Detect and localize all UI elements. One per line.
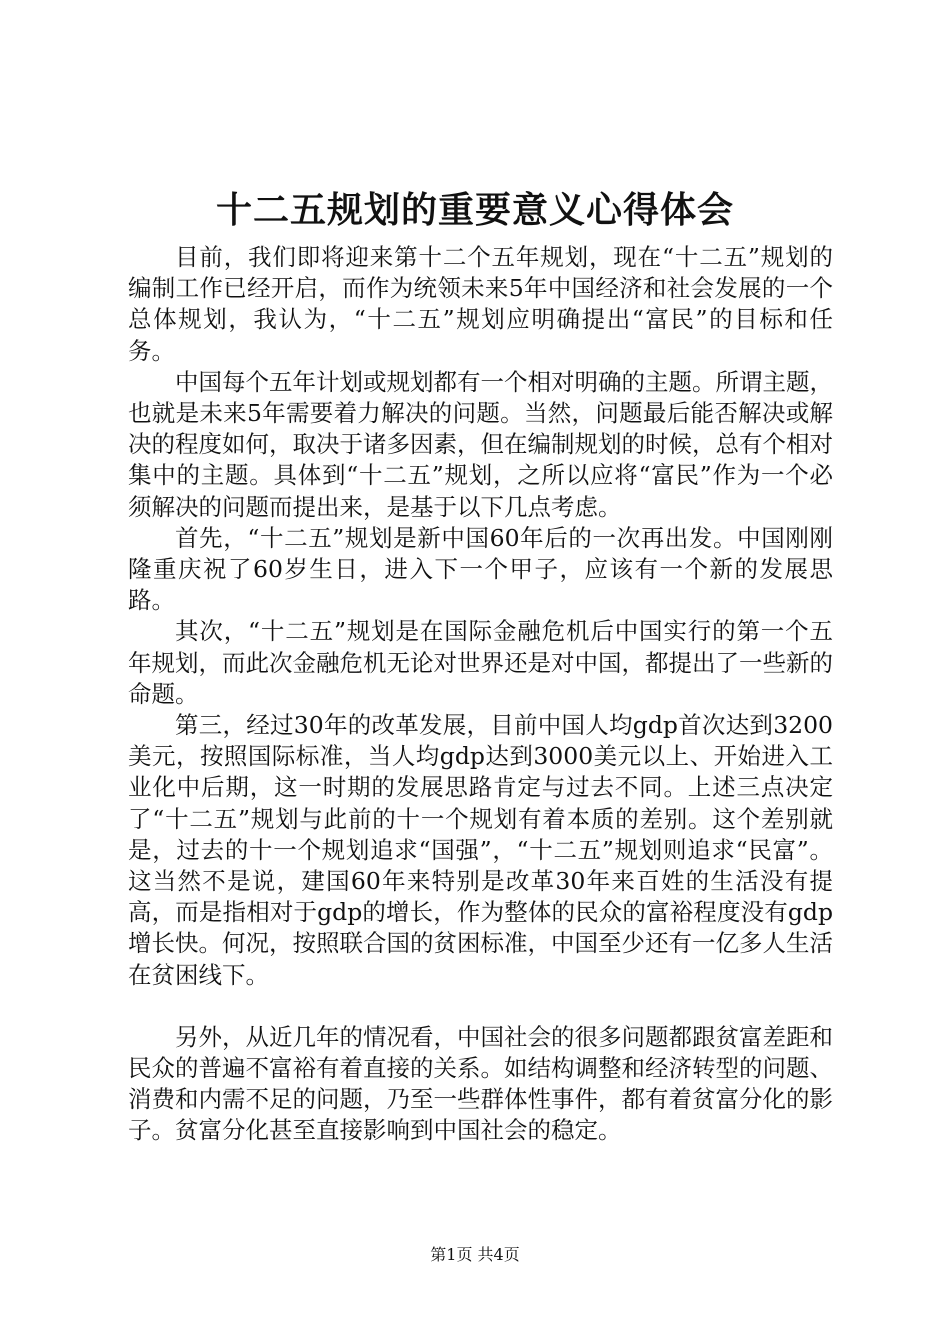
paragraph-3: 首先，“十二五”规划是新中国60年后的一次再出发。中国刚刚隆重庆祝了60岁生日，进入下一个甲子，应该有一个新的发展思路。 xyxy=(128,523,833,615)
document-title: 十二五规划的重要意义心得体会 xyxy=(215,189,734,231)
paragraph-4: 其次，“十二五”规划是在国际金融危机后中国实行的第一个五年规划，而此次金融危机无论对世界还是对中国，都提出了一些新的命题。 xyxy=(128,617,833,708)
page-footer: 第1页 共4页 xyxy=(430,1245,520,1264)
paragraph-2: 中国每个五年计划或规划都有一个相对明确的主题。所谓主题，也就是未来5年需要着力解决的问题。当然，问题最后能否解决或解决的程度如何，取决于诸多因素，但在编制规划的时候，总有个相对集中的主题。具体到“十二五”规划，之所以应将“富民”作为一个必须解决的问题而提出来，是基于以下几点考虑。 xyxy=(128,367,833,521)
paragraph-5: 第三，经过30年的改革发展，目前中国人均gdp首次达到3200美元，按照国际标准，当人均gdp达到3000美元以上、开始进入工业化中后期，这一时期的发展思路肯定与过去不同。上述三点决定了“十二五”规划与此前的十一个规划有着本质的差别。这个差别就是，过去的十一个规划追求“国强”，“十二五”规划则追求“民富”。这当然不是说，建国60年来特别是改革30年来百姓的生活没有提高，而是指相对于gdp的增长，作为整体的民众的富裕程度没有gdp增长快。何况，按照联合国的贫困标准，中国至少还有一亿多人生活在贫困线下。 xyxy=(128,711,833,989)
document-body xyxy=(128,242,833,1147)
paragraph-1: 目前，我们即将迎来第十二个五年规划，现在“十二五”规划的编制工作已经开启，而作为统领未来5年中国经济和社会发展的一个总体规划，我认为，“十二五”规划应明确提出“富民”的目标和任务。 xyxy=(128,243,833,365)
paragraph-6: 另外，从近几年的情况看，中国社会的很多问题都跟贫富差距和民众的普遍不富裕有着直接的关系。如结构调整和经济转型的问题、消费和内需不足的问题，乃至一些群体性事件，都有着贫富分化的影子。贫富分化甚至直接影响到中国社会的稳定。 xyxy=(128,1022,833,1145)
